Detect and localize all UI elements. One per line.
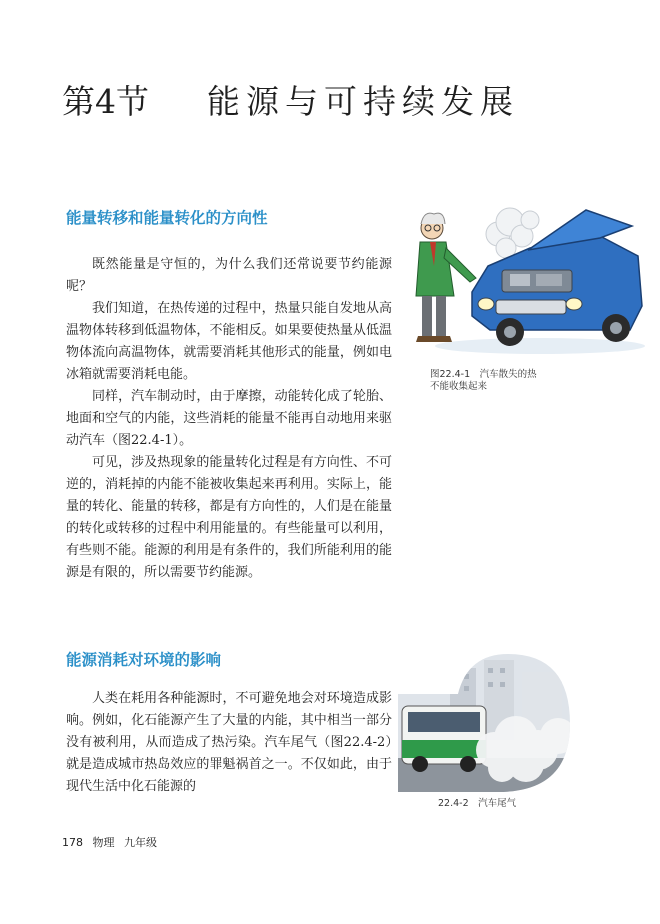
- paragraph: 可见，涉及热现象的能量转化过程是有方向性、不可逆的，消耗掉的内能不能被收集起来再利用。实际上，能量的转化、能量的转移，都是有方向性的，人们是在能量的转化或转移的过程中利用能量的。有些能量可以利用，有些则不能。能源的利用是有条件的，我们所能利用的能源是有限的，所以需要节约能源。: [66, 455, 392, 580]
- figure1-caption-line1: 图22.4-1 汽车散失的热: [430, 369, 537, 380]
- paragraph: 同样，汽车制动时，由于摩擦，动能转化成了轮胎、地面和空气的内能，这些消耗的能量不能再自动地用来驱动汽车（图22.4-1）。: [66, 389, 392, 448]
- section-title: 能源与可持续发展: [207, 82, 519, 121]
- section1-body: [66, 254, 392, 584]
- page-title: [62, 76, 519, 123]
- car-overheat-illustration: [410, 196, 646, 356]
- paragraph: 既然能量是守恒的，为什么我们还常说要节约能源呢？: [66, 257, 392, 294]
- grade-label: 九年级: [124, 836, 157, 849]
- section-number: 第4节: [62, 82, 149, 121]
- subject-label: 物理: [92, 836, 115, 849]
- figure2-caption: 22.4-2 汽车尾气: [438, 798, 517, 809]
- figure-bus-exhaust: [398, 654, 570, 792]
- figure-car-overheat: [410, 196, 646, 356]
- figure1-caption: [430, 369, 537, 393]
- page-number: 178: [62, 836, 83, 849]
- section-heading-environment: 能源消耗对环境的影响: [66, 651, 222, 669]
- bus-exhaust-photo: [398, 654, 570, 792]
- paragraph: 人类在耗用各种能源时，不可避免地会对环境造成影响。例如，化石能源产生了大量的内能，其中相当一部分没有被利用，从而造成了热污染。汽车尾气（图22.4-2）就是造成城市热岛效应的罪魁祸首之一。不仅如此，由于现代生活中化石能源的: [66, 691, 392, 794]
- section2-body: [66, 688, 392, 798]
- page-footer: [62, 834, 163, 850]
- section-heading-energy-direction: 能量转移和能量转化的方向性: [66, 209, 268, 227]
- paragraph: 我们知道，在热传递的过程中，热量只能自发地从高温物体转移到低温物体，不能相反。如果要使热量从低温物体流向高温物体，就需要消耗其他形式的能量，例如电冰箱就需要消耗电能。: [66, 301, 392, 382]
- figure1-caption-line2: 不能收集起来: [430, 381, 488, 392]
